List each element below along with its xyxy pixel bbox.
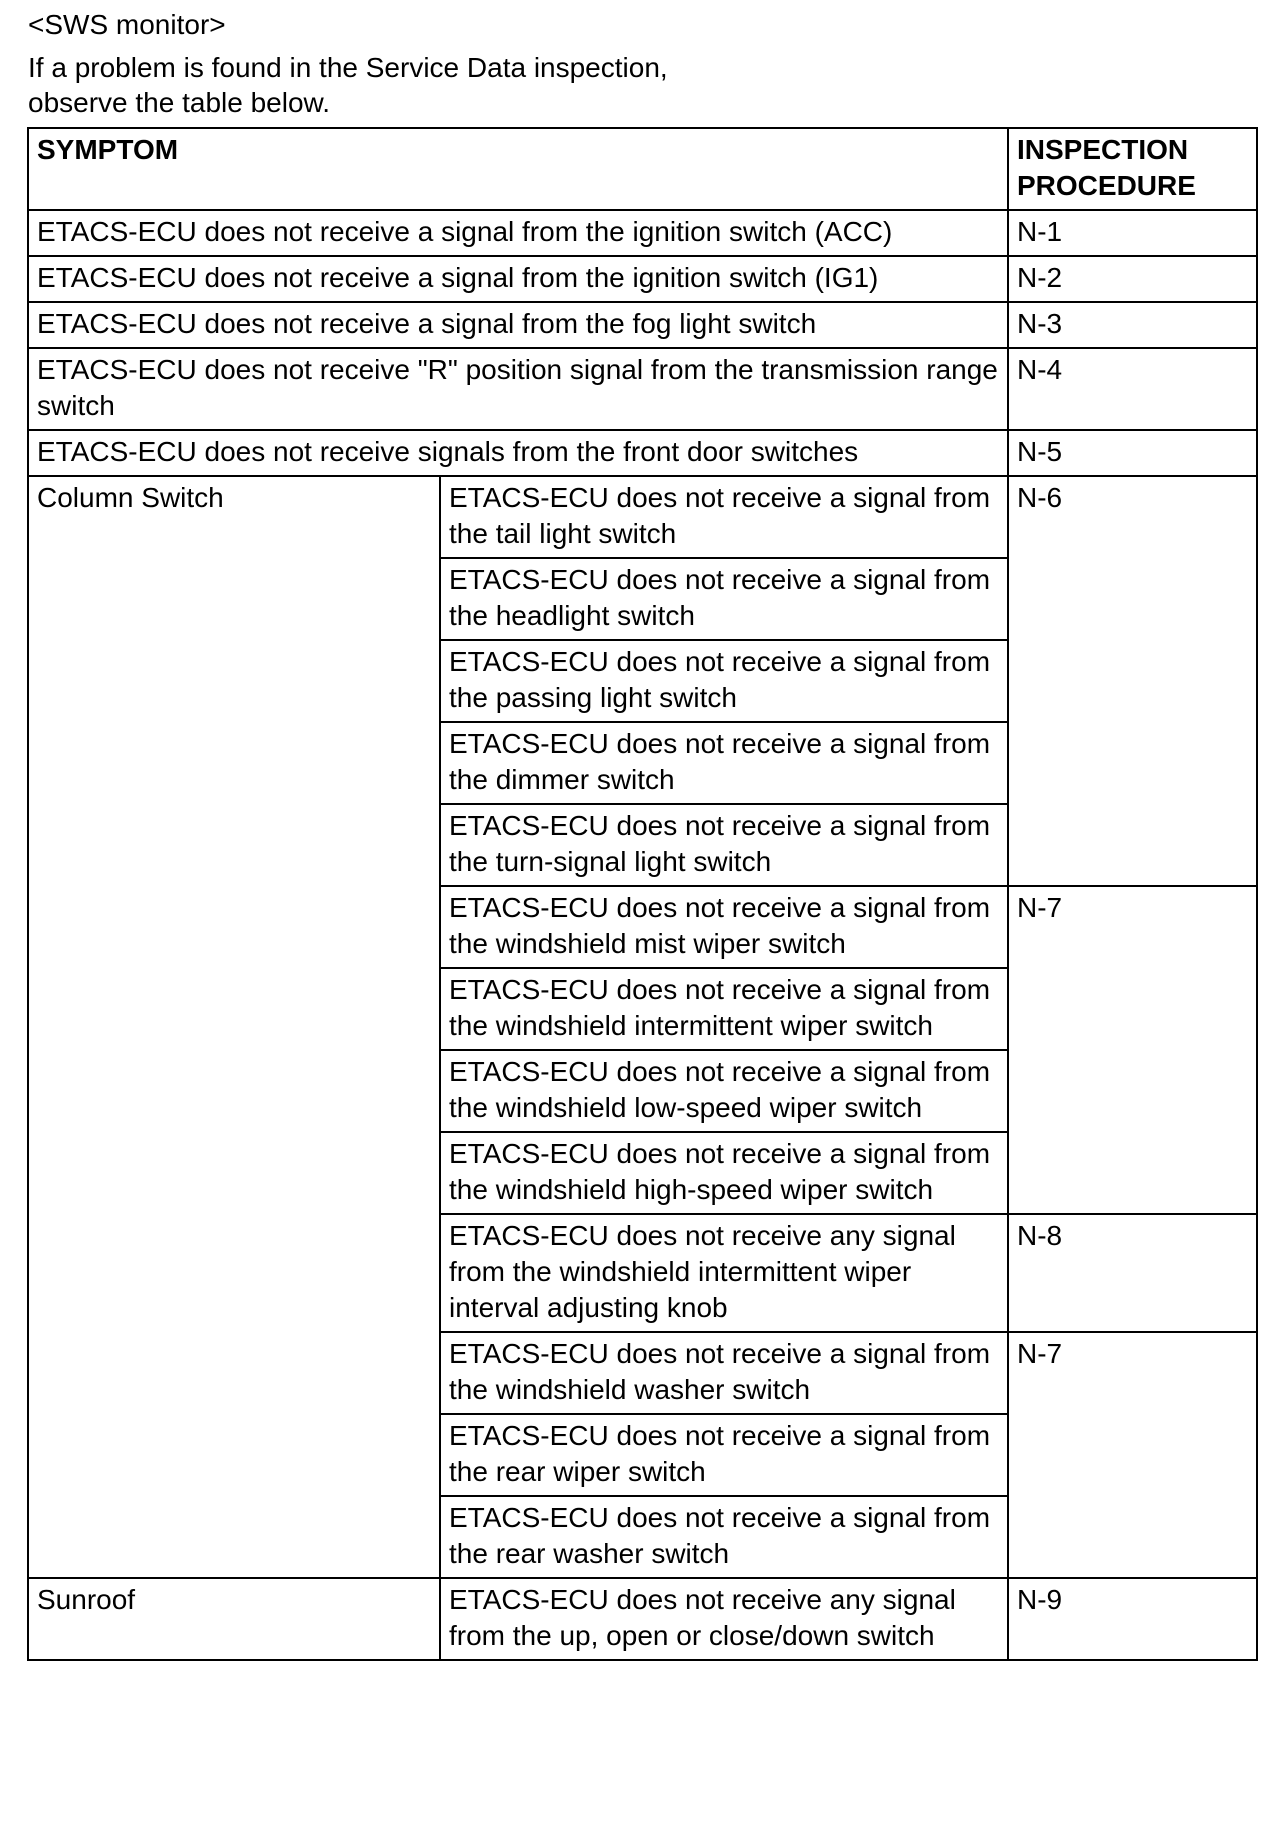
procedure-cell: N-7 bbox=[1008, 886, 1257, 1214]
symptom-cell: ETACS-ECU does not receive a signal from the windshield high-speed wiper switch bbox=[440, 1132, 1008, 1214]
header-inspection-procedure bbox=[1008, 128, 1257, 210]
intro-line-1: If a problem is found in the Service Data inspection, bbox=[28, 52, 668, 83]
category-cell-sunroof: Sunroof bbox=[28, 1578, 440, 1660]
table-header-row bbox=[28, 128, 1257, 210]
symptom-cell: ETACS-ECU does not receive a signal from the passing light switch bbox=[440, 640, 1008, 722]
symptom-cell: ETACS-ECU does not receive a signal from the rear washer switch bbox=[440, 1496, 1008, 1578]
symptom-cell: ETACS-ECU does not receive a signal from the rear wiper switch bbox=[440, 1414, 1008, 1496]
procedure-cell: N-4 bbox=[1008, 348, 1257, 430]
symptom-cell: ETACS-ECU does not receive any signal from the up, open or close/down switch bbox=[440, 1578, 1008, 1660]
symptom-cell: ETACS-ECU does not receive a signal from the windshield mist wiper switch bbox=[440, 886, 1008, 968]
procedure-cell: N-5 bbox=[1008, 430, 1257, 476]
table-row bbox=[28, 302, 1257, 348]
procedure-cell: N-8 bbox=[1008, 1214, 1257, 1332]
symptom-cell: ETACS-ECU does not receive "R" position signal from the transmission range switch bbox=[28, 348, 1008, 430]
procedure-cell: N-6 bbox=[1008, 476, 1257, 886]
symptom-cell: ETACS-ECU does not receive a signal from the windshield intermittent wiper switch bbox=[440, 968, 1008, 1050]
intro-text bbox=[28, 50, 668, 120]
procedure-cell: N-7 bbox=[1008, 1332, 1257, 1578]
header-symptom: SYMPTOM bbox=[28, 128, 1008, 210]
category-cell-column-switch: Column Switch bbox=[28, 476, 440, 1578]
header-procedure-line-1: INSPECTION bbox=[1017, 134, 1189, 165]
symptom-cell: ETACS-ECU does not receive a signal from the fog light switch bbox=[28, 302, 1008, 348]
symptom-cell: ETACS-ECU does not receive any signal from the windshield intermittent wiper interval adjusting knob bbox=[440, 1214, 1008, 1332]
table-row bbox=[28, 210, 1257, 256]
header-procedure-line-2: PROCEDURE bbox=[1017, 170, 1196, 201]
symptom-cell: ETACS-ECU does not receive a signal from the ignition switch (IG1) bbox=[28, 256, 1008, 302]
symptom-cell: ETACS-ECU does not receive a signal from the headlight switch bbox=[440, 558, 1008, 640]
table-row bbox=[28, 476, 1257, 558]
symptom-cell: ETACS-ECU does not receive signals from the front door switches bbox=[28, 430, 1008, 476]
symptom-cell: ETACS-ECU does not receive a signal from the tail light switch bbox=[440, 476, 1008, 558]
table-row bbox=[28, 256, 1257, 302]
table-row bbox=[28, 430, 1257, 476]
table-row bbox=[28, 1578, 1257, 1660]
procedure-cell: N-1 bbox=[1008, 210, 1257, 256]
procedure-cell: N-3 bbox=[1008, 302, 1257, 348]
symptom-table bbox=[27, 127, 1258, 1661]
symptom-cell: ETACS-ECU does not receive a signal from the turn-signal light switch bbox=[440, 804, 1008, 886]
table-row bbox=[28, 348, 1257, 430]
symptom-cell: ETACS-ECU does not receive a signal from the windshield low-speed wiper switch bbox=[440, 1050, 1008, 1132]
procedure-cell: N-9 bbox=[1008, 1578, 1257, 1660]
section-heading: <SWS monitor> bbox=[28, 9, 226, 40]
intro-line-2: observe the table below. bbox=[28, 87, 330, 118]
symptom-cell: ETACS-ECU does not receive a signal from the ignition switch (ACC) bbox=[28, 210, 1008, 256]
symptom-cell: ETACS-ECU does not receive a signal from the dimmer switch bbox=[440, 722, 1008, 804]
procedure-cell: N-2 bbox=[1008, 256, 1257, 302]
symptom-cell: ETACS-ECU does not receive a signal from the windshield washer switch bbox=[440, 1332, 1008, 1414]
